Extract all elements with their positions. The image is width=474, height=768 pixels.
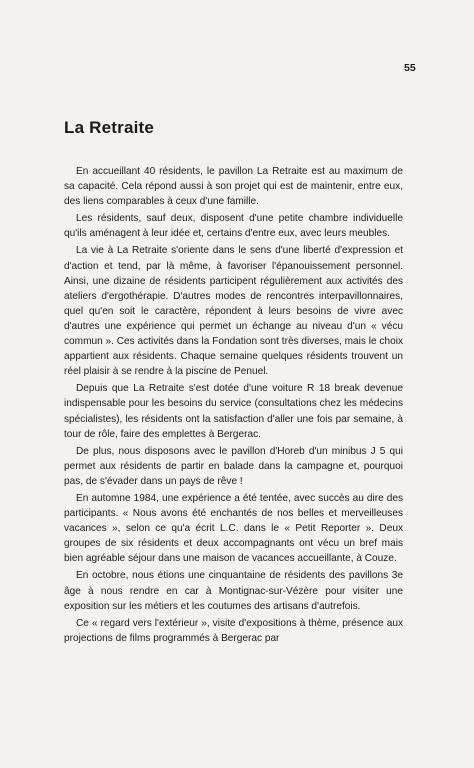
paragraph: La vie à La Retraite s'oriente dans le sens d'une liberté d'expression et d'action et tend, par là même, à favoriser l'épanouissement personnel. Ainsi, une dizaine de résidents participent régulièrement aux activités des ateliers d'ergothérapie. D'autres modes de rencontres interpavillonnaires, quel qu'en soit le caractère, répondent à leurs besoins de vivre avec d'autres une expérience qui permet un échange au niveau d'un « vécu commun ». Ces activités dans la Fondation sont très diverses, mais le choix appartient aux résidents. Chaque semaine quelques résidents trouvent un réel plaisir à se rendre à la piscine de Penuel. [64,245,403,378]
page-number: 55 [404,62,416,74]
paragraph: En accueillant 40 résidents, le pavillon La Retraite est au maximum de sa capacité. Cela répond aussi à son projet qui est de maintenir, entre eux, des liens comparables à ceux d'une famille. [64,166,403,208]
body-text [64,164,403,648]
paragraph: En octobre, nous étions une cinquantaine de résidents des pavillons 3e âge à nous rendre en car à Montignac-sur-Vézère pour visiter une exposition sur les métiers et les coutumes des artisans d'autrefois. [64,570,403,612]
paragraph: Depuis que La Retraite s'est dotée d'une voiture R 18 break devenue indispensable pour les besoins du service (consultations chez les médecins spécialistes), les résidents ont la satisfaction d'aller une fois par semaine, à tour de rôle, faire des emplettes à Bergerac. [64,383,403,440]
paragraph: En automne 1984, une expérience a été tentée, avec succès au dire des participants. « Nous avons été enchantés de nos belles et merveilleuses vacances », selon ce qu'a écrit L.C. dans le « Petit Reporter ». Deux groupes de six résidents et deux accompagnants ont vécu un bref mais bien agréable séjour dans une maison de vacances accueillante, à Couze. [64,492,403,565]
paragraph: Les résidents, sauf deux, disposent d'une petite chambre individuelle qu'ils aménagent à leur idée et, certains d'entre eux, avec leurs meubles. [64,213,403,240]
paragraph: Ce « regard vers l'extérieur », visite d'expositions à thème, présence aux projections de films programmés à Bergerac par [64,617,403,644]
section-title: La Retraite [64,118,155,137]
paragraph: De plus, nous disposons avec le pavillon d'Horeb d'un minibus J 5 qui permet aux résidents de partir en balade dans la campagne et, pourquoi pas, de s'évader dans un pays de rêve ! [64,445,403,487]
